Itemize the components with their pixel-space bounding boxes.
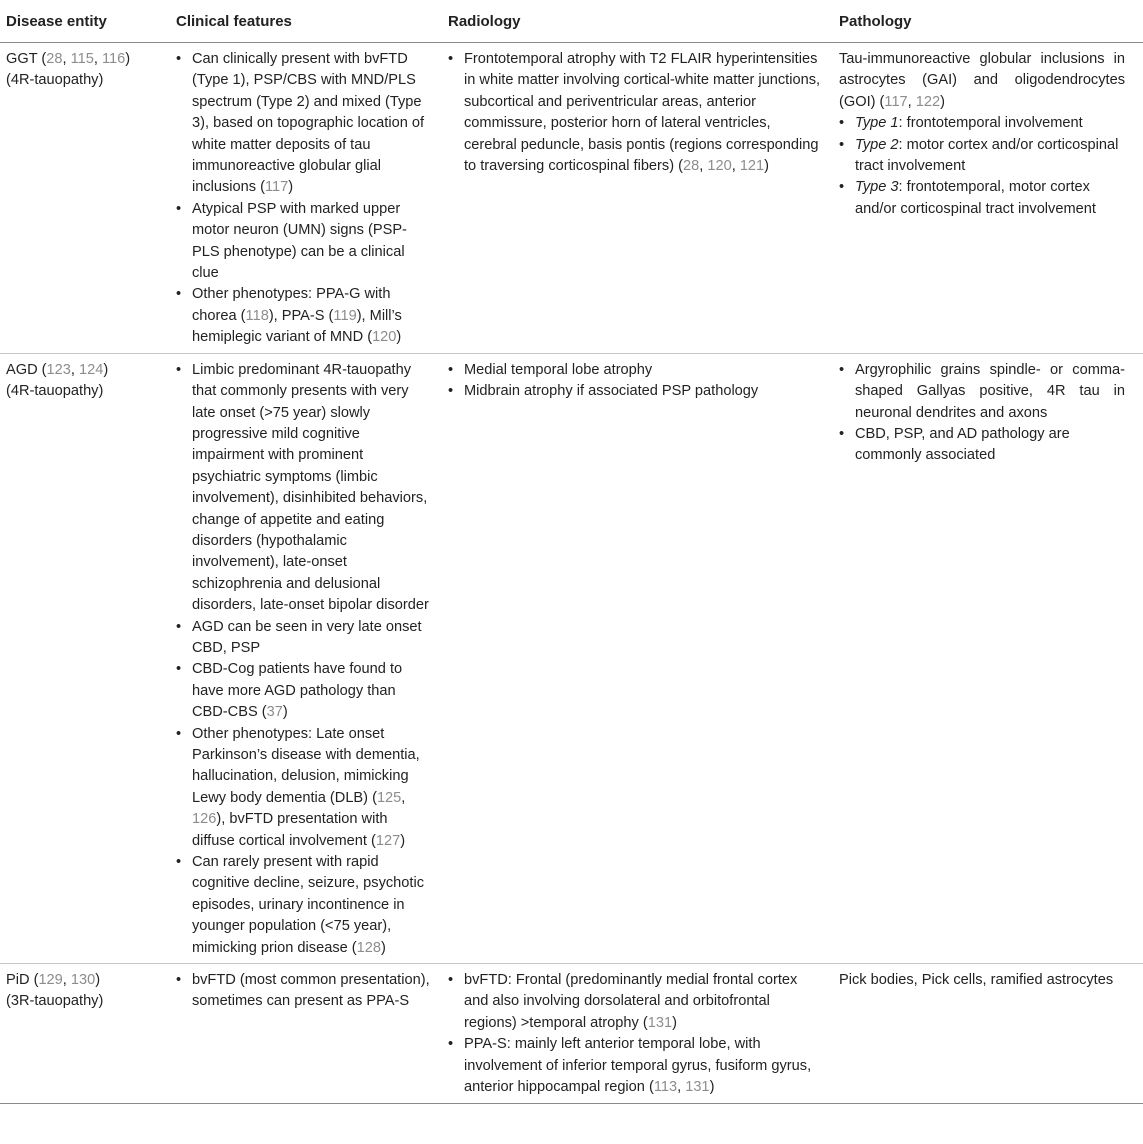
citation-link[interactable]: 116	[102, 51, 126, 67]
list-item: • CBD, PSP, and AD pathology are commonly associated	[839, 425, 1070, 464]
citation-link[interactable]: 123	[46, 361, 71, 378]
entity-cell: GGT (28, 115, 116) (4R-tauopathy)	[0, 43, 170, 354]
entity-type: (4R-tauopathy)	[6, 72, 104, 89]
list-item: • Other phenotypes: Late onset Parkinson’s disease with dementia, hallucination, delusion, mimicking Lewy body dementia (DLB) (125, 126), bvFTD presentation with diffuse cortical involvement (127)	[176, 725, 420, 849]
list-item: • bvFTD (most common presentation), sometimes can present as PPA-S	[176, 972, 430, 1010]
bullet-icon: •	[448, 361, 454, 378]
citation-link[interactable]: 128	[356, 939, 382, 956]
citation-link[interactable]: 37	[266, 704, 283, 721]
radiology-list	[448, 49, 821, 177]
radiology-cell	[442, 43, 833, 354]
bullet-icon: •	[176, 972, 182, 989]
entity-name: PiD	[6, 972, 30, 989]
citation-link[interactable]: 120	[372, 329, 397, 346]
entity-cell: AGD (123, 124) (4R-tauopathy)	[0, 353, 170, 963]
citation-link[interactable]: 131	[647, 1014, 673, 1031]
pathology-list	[839, 113, 1125, 220]
table-row-agd	[0, 353, 1143, 963]
header-disease-entity: Disease entity	[0, 0, 170, 43]
clinical-cell	[170, 353, 442, 963]
radiology-cell	[442, 353, 833, 963]
list-item: • Atypical PSP with marked upper motor neuron (UMN) signs (PSP-PLS phenotype) can be a clinical clue	[176, 200, 407, 282]
bullet-icon: •	[176, 200, 182, 217]
clinical-cell	[170, 43, 442, 354]
citation-link[interactable]: 124	[79, 361, 104, 378]
radiology-list	[448, 970, 821, 1098]
header-clinical-features: Clinical features	[170, 0, 442, 43]
bullet-icon: •	[176, 51, 182, 67]
list-item: • Medial temporal lobe atrophy	[448, 360, 821, 381]
citation-link[interactable]: 127	[375, 832, 401, 849]
pathology-list	[839, 360, 1125, 467]
entity-name: AGD	[6, 361, 38, 378]
bullet-icon: •	[176, 725, 182, 742]
bullet-icon: •	[176, 854, 182, 871]
list-item: • PPA-S: mainly left anterior temporal lobe, with involvement of inferior temporal gyrus, fusiform gyrus, anterior hippocampal region (113, 131)	[448, 1036, 812, 1096]
pathology-cell	[833, 353, 1143, 963]
radiology-cell	[442, 964, 833, 1103]
list-item: • Type 3: frontotemporal, motor cortex and/or corticospinal tract involvement	[839, 179, 1096, 217]
bullet-icon: •	[176, 361, 182, 378]
entity-cell: PiD (129, 130) (3R-tauopathy)	[0, 964, 170, 1103]
header-pathology: Pathology	[833, 0, 1143, 43]
list-item: • Can rarely present with rapid cognitive decline, seizure, psychotic episodes, urinary incontinence in younger population (<75 year), mimicking prion disease (128)	[176, 854, 424, 956]
list-item: • Frontotemporal atrophy with T2 FLAIR hyperintensities in white matter involving cortical-white matter junctions, subcortical and periventricular areas, anterior commissure, posterior horn of lateral ventricles, cerebral peduncle, basis pontis (regions corresponding to traversing corticospinal fibers) (28, 120, 121)	[448, 51, 821, 175]
bullet-icon: •	[448, 51, 454, 67]
pathology-cell	[833, 43, 1143, 354]
citation-link[interactable]: 28	[46, 51, 63, 67]
header-row	[0, 0, 1143, 43]
citation-link[interactable]: 117	[265, 179, 289, 196]
table-row-pid	[0, 964, 1143, 1103]
pathology-cell	[833, 964, 1143, 1103]
citation-link[interactable]: 126	[192, 811, 217, 828]
clinical-list	[176, 49, 430, 349]
citation-link[interactable]: 113	[653, 1079, 678, 1096]
bullet-icon: •	[176, 661, 182, 678]
pathology-intro: Tau-immunoreactive globular inclusions in astrocytes (GAI) and oligodendrocytes (GOI) (117, 122)	[839, 51, 1125, 110]
citation-link[interactable]: 115	[70, 51, 94, 67]
bullet-icon: •	[448, 383, 454, 400]
bullet-icon: •	[176, 618, 182, 635]
list-item: • CBD-Cog patients have found to have more AGD pathology than CBD-CBS (37)	[176, 661, 403, 721]
radiology-list	[448, 360, 821, 403]
bullet-icon: •	[839, 179, 845, 196]
citation-link[interactable]: 122	[915, 93, 941, 110]
list-item: • Can clinically present with bvFTD (Type 1), PSP/CBS with MND/PLS spectrum (Type 2) and mixed (Type 3), based on topographic location of white matter deposits of tau immunoreactive globular glial inclusions (117)	[176, 51, 425, 196]
citation-link[interactable]: 129	[38, 972, 63, 989]
bullet-icon: •	[448, 972, 454, 989]
clinical-cell	[170, 964, 442, 1103]
bullet-icon: •	[176, 286, 182, 303]
list-item: • Midbrain atrophy if associated PSP pathology	[448, 381, 821, 402]
citation-link[interactable]: 119	[333, 307, 357, 324]
bullet-icon: •	[839, 361, 845, 378]
bullet-icon: •	[839, 115, 845, 132]
header-radiology: Radiology	[442, 0, 833, 43]
list-item: • Type 1: frontotemporal involvement	[839, 113, 1125, 134]
citation-link[interactable]: 130	[70, 972, 96, 989]
list-item: • Argyrophilic grains spindle- or comma-shaped Gallyas positive, 4R tau in neuronal dendrites and axons	[839, 361, 1125, 421]
bullet-icon: •	[839, 425, 845, 442]
bullet-icon: •	[839, 136, 845, 153]
citation-link[interactable]: 117	[884, 93, 908, 110]
citation-link[interactable]: 131	[685, 1079, 710, 1096]
citation-link[interactable]: 120	[707, 158, 732, 175]
list-item: • bvFTD: Frontal (predominantly medial frontal cortex and also involving dorsolateral and orbitofrontal regions) >temporal atrophy (131)	[448, 972, 798, 1031]
citation-link[interactable]: 28	[683, 158, 700, 175]
list-item: • Limbic predominant 4R-tauopathy that commonly presents with very late onset (>75 year) slowly progressive mild cognitive impairment with prominent psychiatric symptoms (limbic involvement), disinhibited behaviors, change of appetite and eating disorders (hypothalamic involvement), late-onset schizophrenia and delusional disorders, late-onset bipolar disorder	[176, 361, 429, 614]
citation-link[interactable]: 118	[245, 307, 269, 324]
entity-type: (4R-tauopathy)	[6, 383, 104, 400]
entity-type: (3R-tauopathy)	[6, 993, 104, 1010]
list-item: • AGD can be seen in very late onset CBD, PSP	[176, 618, 422, 656]
clinical-list	[176, 360, 430, 959]
list-item: • Type 2: motor cortex and/or corticospinal tract involvement	[839, 136, 1119, 175]
table-row-ggt	[0, 43, 1143, 354]
list-item: • Other phenotypes: PPA-G with chorea (118), PPA-S (119), Mill’s hemiplegic variant of MND (120)	[176, 286, 402, 346]
citation-link[interactable]: 121	[739, 158, 765, 175]
entity-name: GGT	[6, 51, 38, 67]
citation-link[interactable]: 125	[376, 789, 402, 806]
bullet-icon: •	[448, 1036, 454, 1053]
clinical-list	[176, 970, 430, 1013]
pathology-text: Pick bodies, Pick cells, ramified astrocytes	[839, 972, 1114, 989]
